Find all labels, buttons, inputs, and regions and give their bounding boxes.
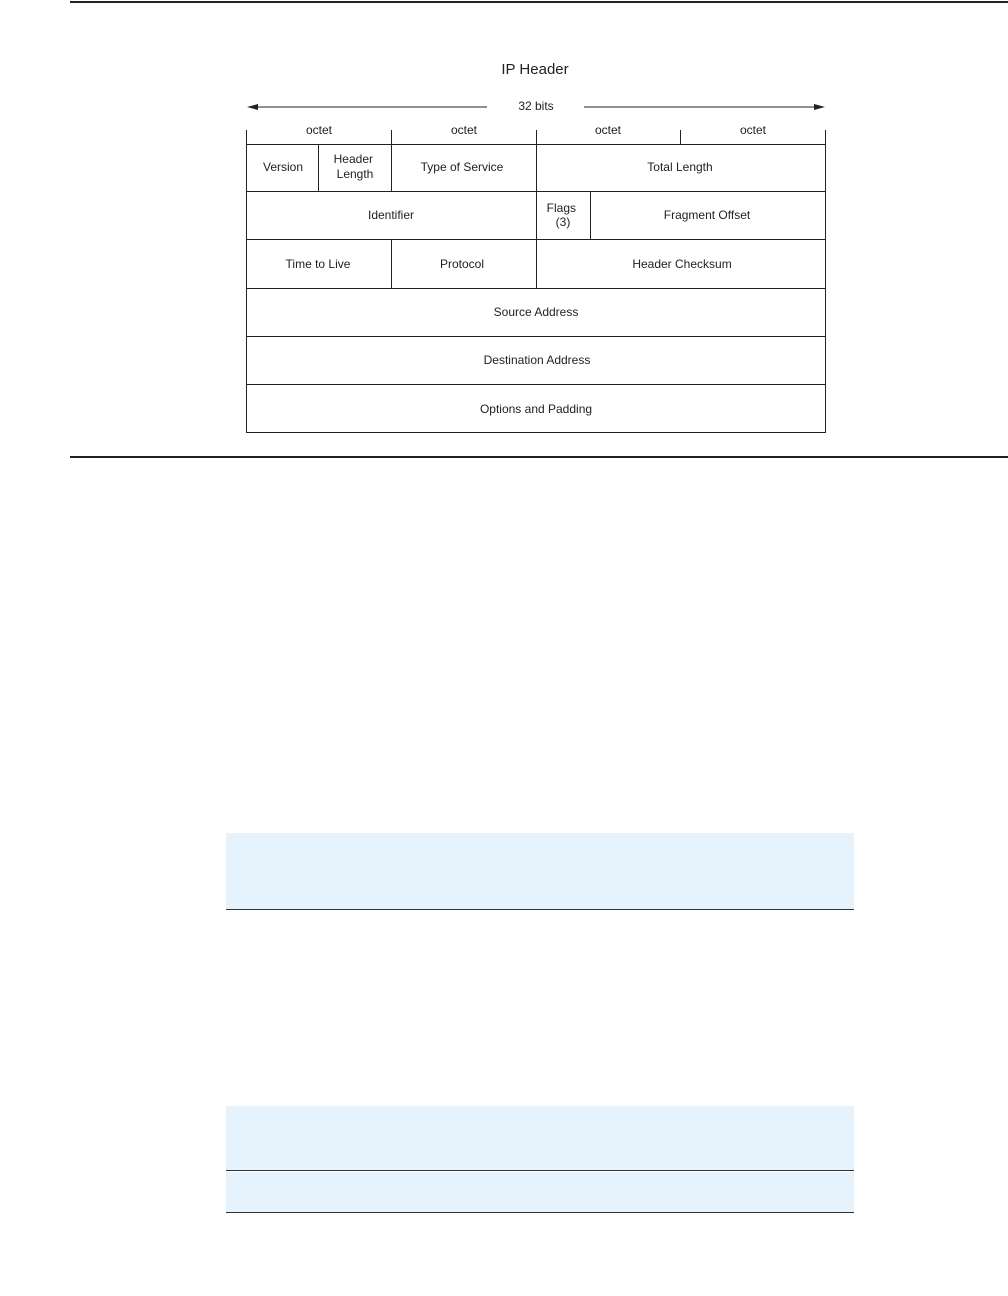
octet-label-2: octet [450,123,478,137]
field-label-identifier [368,208,414,222]
width-arrow-right-head [814,104,825,110]
field-label-protocol [440,257,484,271]
octet-label-1: octet [305,123,333,137]
field-label-fragment-offset [664,208,751,222]
field-label-header-length-line-2: Length [336,167,374,181]
field-label-options-and-padding [480,402,592,416]
field-label-destination-address-line-1: Destination Address [483,353,591,367]
width-indicator [247,99,825,113]
octet-label-4: octet [739,123,767,137]
field-label-flags-line-2: (3) [555,215,571,229]
header-fields [247,145,826,433]
diagram-title: IP Header [501,61,569,78]
field-label-source-address [494,305,579,319]
ip-header-diagram [0,0,1008,460]
field-label-flags [547,201,580,229]
section-rule [70,456,1008,458]
field-label-header-length-line-1: Header [333,152,374,166]
width-label: 32 bits [518,99,554,113]
octet-label-3: octet [594,123,622,137]
field-label-version [263,160,303,174]
width-arrow-left-head [247,104,258,110]
field-label-header-length [334,152,377,181]
field-label-options-and-padding-line-1: Options and Padding [479,402,593,416]
field-label-type-of-service-line-1: Type of Service [420,160,504,174]
field-label-time-to-live [286,257,351,271]
octet-ticks [247,130,826,144]
field-label-flags-line-1: Flags [546,201,576,215]
field-label-total-length [647,160,712,174]
field-label-time-to-live-line-1: Time to Live [285,257,351,271]
field-label-identifier-line-1: Identifier [367,208,415,222]
field-label-destination-address [484,353,591,367]
highlight-panel-2-header [226,1106,854,1171]
field-label-header-checksum-line-1: Header Checksum [632,257,732,271]
field-label-source-address-line-1: Source Address [493,305,579,319]
field-label-header-checksum [632,257,731,271]
field-label-type-of-service [421,160,504,174]
highlight-panel-2-row [226,1172,854,1213]
field-label-fragment-offset-line-1: Fragment Offset [663,208,751,222]
field-label-total-length-line-1: Total Length [647,160,713,174]
field-label-version-line-1: Version [262,160,304,174]
highlight-panel-1 [226,833,854,910]
field-label-protocol-line-1: Protocol [439,257,485,271]
